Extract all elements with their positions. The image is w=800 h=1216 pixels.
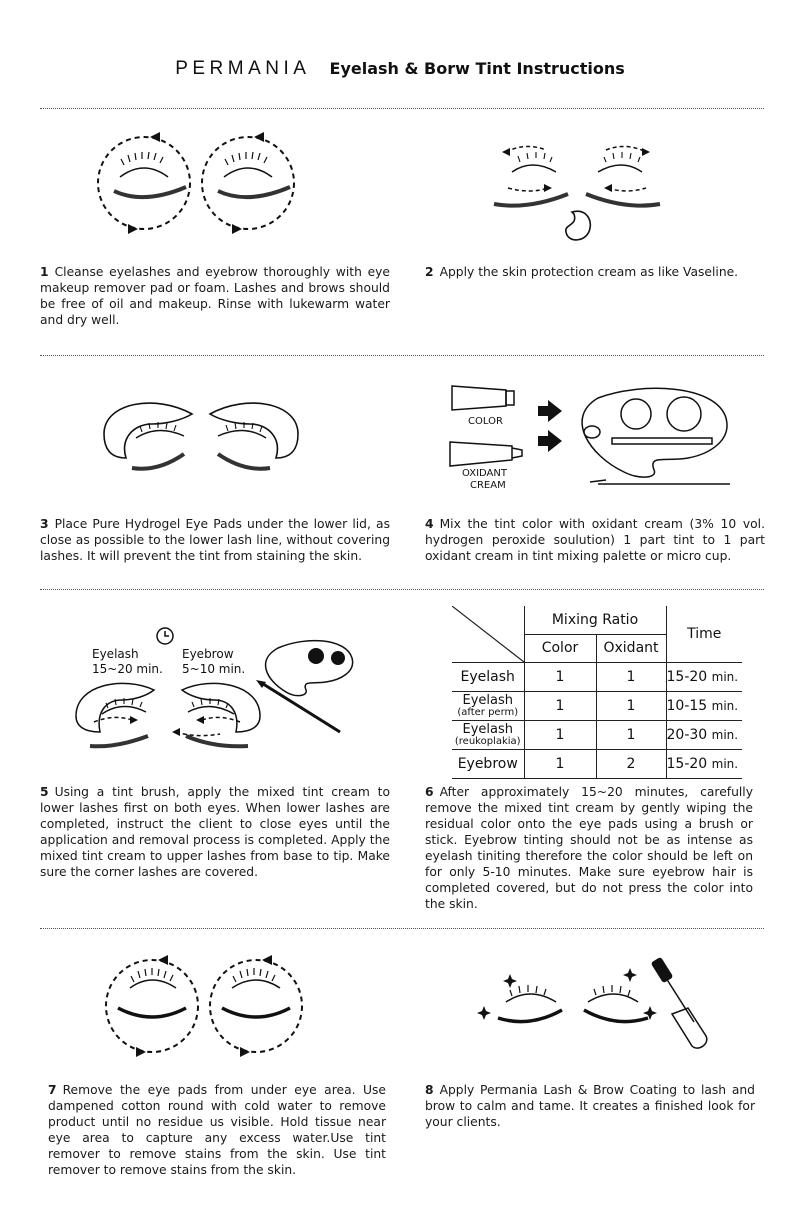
- time-value: [666, 662, 742, 691]
- time-range: 15-20: [666, 755, 708, 772]
- row-label: Eyelash: [462, 692, 513, 708]
- step-number: 3: [40, 517, 49, 531]
- row-sublabel: (reukoplakia): [454, 735, 521, 747]
- tint-application-illustration: [70, 622, 360, 762]
- page-header: [0, 58, 800, 80]
- step-1-text: [40, 264, 390, 328]
- section-divider: [40, 355, 764, 356]
- step-instruction: Using a tint brush, apply the mixed tint cream to lower lashes first on both eyes. When lower lashes are completed, instruct the client to close eyes until the application and removal process is completed. Apply the mixed tint cream to upper lashes from base to tip. Make sure the corner lashes are covered.: [40, 785, 390, 879]
- step-instruction: Apply the skin protection cream as like Vaseline.: [439, 265, 739, 279]
- cleanse-eyes-illustration: [90, 125, 310, 245]
- color-value: 1: [524, 720, 596, 749]
- step-2-text: [425, 264, 765, 280]
- time-range: 10-15: [666, 697, 708, 714]
- step-6-text: [425, 784, 753, 912]
- row-sublabel: (after perm): [457, 706, 519, 718]
- step-instruction: Mix the tint color with oxidant cream (3% 10 vol. hydrogen peroxide soulution) 1 part tint to 1 part oxidant cream in tint mixing palette or micro cup.: [425, 517, 765, 563]
- time-range: 20-30: [666, 726, 708, 743]
- time-unit: min.: [711, 698, 739, 713]
- row-label: Eyebrow: [452, 749, 524, 778]
- table-row: [452, 662, 742, 691]
- step-5-text: [40, 784, 390, 880]
- step-8-text: [425, 1082, 755, 1130]
- lash-coating-illustration: [470, 952, 710, 1062]
- table-corner-cell: [452, 634, 524, 662]
- oxidant-tube-label: CREAM: [470, 480, 506, 491]
- step-number: 4: [425, 517, 434, 531]
- mixing-ratio-table: [452, 606, 742, 779]
- section-divider: [40, 589, 764, 590]
- step-instruction: After approximately 15~20 minutes, carefully remove the mixed tint cream by gently wiping the residual color onto the eye pads using a brush or stick. Eyebrow tinting should not be as intense as eyelash tiniting therefore the color should be left on for only 5-10 minutes. Make sure eyebrow hair is completed covered, but do not press the color into the skin.: [425, 785, 753, 911]
- table-row: [452, 720, 742, 749]
- step-7-text: [48, 1082, 386, 1178]
- row-label: Eyelash: [462, 721, 513, 737]
- eyelash-time-label: 15~20 min.: [92, 662, 163, 676]
- time-range: 15-20: [666, 668, 708, 685]
- oxidant-value: 2: [596, 749, 666, 778]
- table-row: [452, 691, 742, 720]
- time-value: [666, 691, 742, 720]
- oxidant-value: 1: [596, 662, 666, 691]
- row-label: Eyelash: [452, 662, 524, 691]
- table-row: [452, 749, 742, 778]
- step-number: 1: [40, 265, 49, 279]
- oxidant-column-header: Oxidant: [596, 634, 666, 662]
- page-title: Eyelash & Borw Tint Instructions: [329, 59, 625, 78]
- time-value: [666, 749, 742, 778]
- vaseline-illustration: [488, 132, 668, 247]
- oxidant-value: 1: [596, 720, 666, 749]
- brand-logo: PERMANIA: [175, 58, 311, 79]
- step-instruction: Apply Permania Lash & Brow Coating to lash and brow to calm and tame. It creates a finished look for your clients.: [425, 1083, 755, 1129]
- oxidant-value: 1: [596, 691, 666, 720]
- time-header: Time: [666, 606, 742, 662]
- step-instruction: Remove the eye pads from under eye area. Use dampened cotton round with cold water to remove product until no residue us visible. Hold tissue near eye area to capture any excess water.Use tint remover to remove stains from the skin. Use tint remover to remove stains from the skin.: [48, 1083, 386, 1177]
- color-tube-label: COLOR: [468, 416, 503, 427]
- section-divider: [40, 108, 764, 109]
- section-divider: [40, 928, 764, 929]
- mixing-palette-illustration: [440, 378, 740, 498]
- step-3-text: [40, 516, 390, 564]
- remove-pads-illustration: [100, 950, 310, 1068]
- oxidant-tube-label: OXIDANT: [462, 468, 507, 479]
- row-label-cell: [452, 691, 524, 720]
- eye-pads-illustration: [96, 396, 306, 486]
- time-value: [666, 720, 742, 749]
- eyebrow-label: Eyebrow: [182, 647, 234, 661]
- time-unit: min.: [711, 669, 739, 684]
- color-column-header: Color: [524, 634, 596, 662]
- step-number: 7: [48, 1083, 57, 1097]
- step-number: 6: [425, 785, 434, 799]
- step-number: 8: [425, 1083, 434, 1097]
- time-unit: min.: [711, 756, 739, 771]
- step-instruction: Cleanse eyelashes and eyebrow thoroughly with eye makeup remover pad or foam. Lashes and brows should be free of oil and makeup. Rinse with lukewarm water and dry well.: [40, 265, 390, 327]
- step-number: 2: [425, 265, 434, 279]
- row-label-cell: [452, 720, 524, 749]
- time-unit: min.: [711, 727, 739, 742]
- mixing-ratio-header: Mixing Ratio: [524, 606, 666, 634]
- color-value: 1: [524, 662, 596, 691]
- color-value: 1: [524, 691, 596, 720]
- step-4-text: [425, 516, 765, 564]
- table-corner-cell: [452, 606, 524, 634]
- step-number: 5: [40, 785, 49, 799]
- eyebrow-time-label: 5~10 min.: [182, 662, 246, 676]
- step-instruction: Place Pure Hydrogel Eye Pads under the lower lid, as close as possible to the lower lash line, without covering lashes. It will prevent the tint from staining the skin.: [40, 517, 390, 563]
- color-value: 1: [524, 749, 596, 778]
- eyelash-label: Eyelash: [92, 647, 139, 661]
